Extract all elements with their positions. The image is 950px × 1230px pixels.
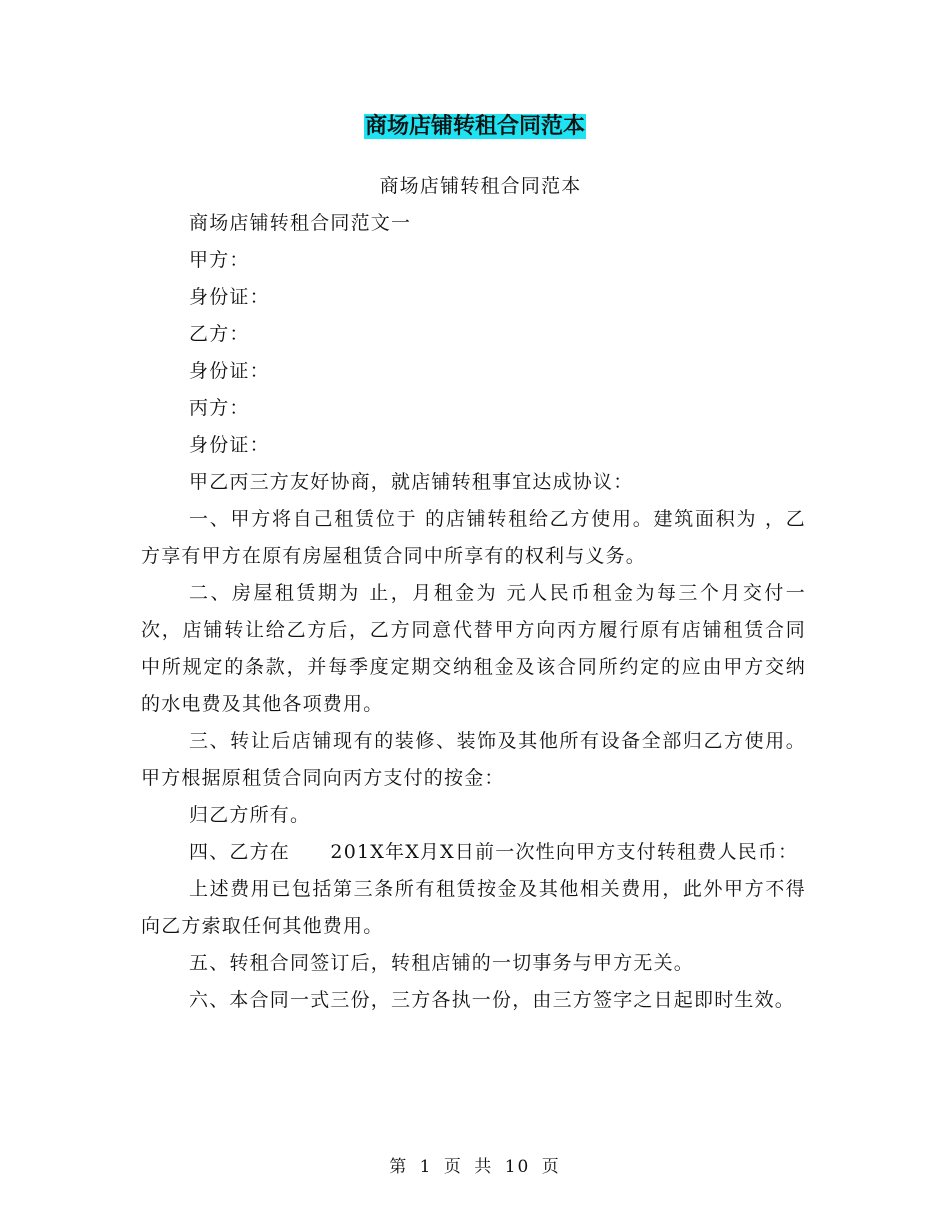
- paragraph-clause-4: 四、乙方在 201X年X月X日前一次性向甲方支付转租费人民币：: [189, 841, 799, 863]
- paragraph-clause-6: 六、本合同一式三份，三方各执一份，由三方签字之日起即时生效。: [189, 989, 796, 1011]
- paragraph-party-c: 丙方：: [189, 397, 250, 419]
- paragraph-party-b: 乙方：: [189, 323, 250, 345]
- paragraph-agreement-intro: 甲乙丙三方友好协商，就店铺转租事宜达成协议：: [189, 471, 634, 493]
- document-title: [0, 111, 950, 143]
- paragraph-contract-name: 商场店铺转租合同范文一: [189, 212, 412, 234]
- paragraph-party-a-id: 身份证：: [189, 286, 270, 308]
- paragraph-clause-3: 三、转让后店铺现有的装修、装饰及其他所有设备全部归乙方使用。甲方根据原租赁合同向丙方支付的按金：: [141, 730, 806, 789]
- paragraph-party-b-id: 身份证：: [189, 360, 270, 382]
- page-footer: 第 1 页 共 10 页: [389, 1157, 561, 1177]
- paragraph-clause-1: 一、甲方将自己租赁位于 的店铺转租给乙方使用。建筑面积为 ，乙方享有甲方在原有房屋租赁合同中所享有的权利与义务。: [141, 508, 806, 567]
- paragraph-party-c-id: 身份证：: [189, 434, 270, 456]
- paragraph-clause-2: 二、房屋租赁期为 止，月租金为 元人民币租金为每三个月交付一次，店铺转让给乙方后，乙方同意代替甲方向丙方履行原有店铺租赁合同中所规定的条款，并每季度定期交纳租金及该合同所约定的应由甲方交纳的水电费及其他各项费用。: [141, 582, 806, 715]
- paragraph-clause-3-cont: 归乙方所有。: [189, 804, 311, 826]
- paragraph-party-a: 甲方：: [189, 249, 250, 271]
- document-title-text: 商场店铺转租合同范本: [364, 114, 585, 139]
- document-subtitle: 商场店铺转租合同范本: [379, 175, 582, 197]
- paragraph-clause-5: 五、转租合同签订后，转租店铺的一切事务与甲方无关。: [189, 952, 695, 974]
- paragraph-clause-4-cont: 上述费用已包括第三条所有租赁按金及其他相关费用，此外甲方不得向乙方索取任何其他费用。: [141, 878, 806, 937]
- document-body: [141, 168, 806, 1019]
